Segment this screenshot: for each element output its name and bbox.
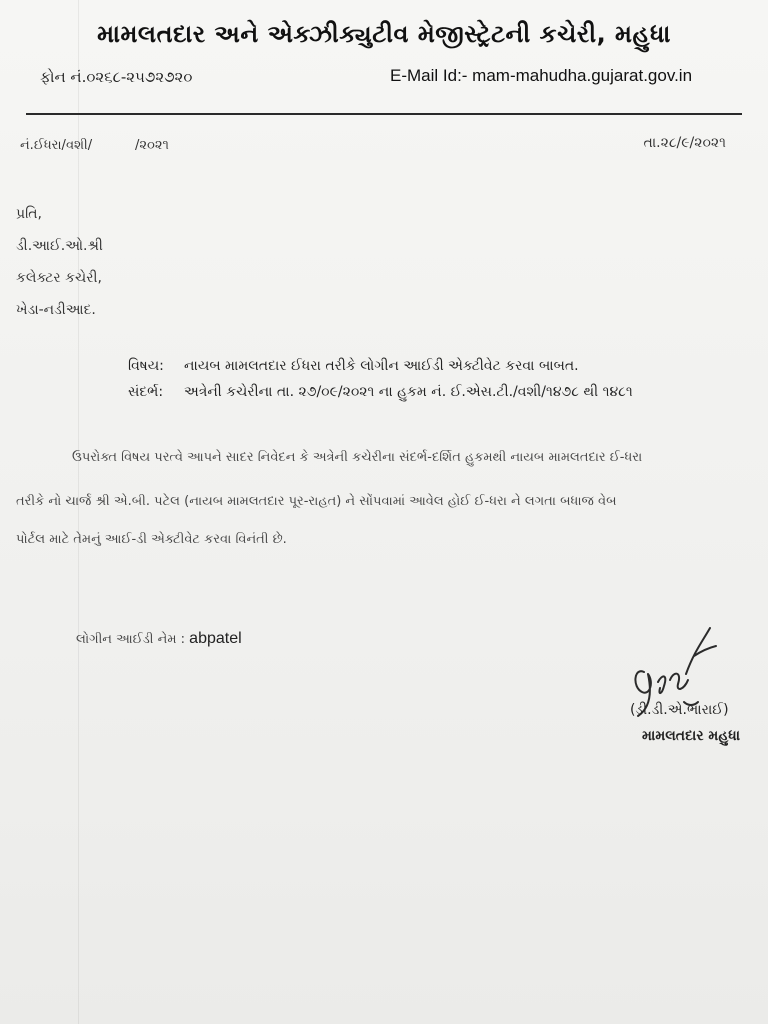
reference-label: સંદર્ભ: bbox=[128, 384, 164, 400]
address-line: ખેડા-નડીઆદ. bbox=[16, 302, 96, 318]
header-divider bbox=[26, 113, 742, 115]
reference-line bbox=[128, 384, 633, 400]
login-id-label: લોગીન આઈડી નેમ : bbox=[76, 632, 190, 647]
body-line: ઉપરોક્ત વિષય પરત્વે આપને સાદર નિવેદન કે અત્રેની કચેરીના સંદર્ભ-દર્શિત હુકમથી નાયબ મામલતદાર ઈ-ધરા bbox=[72, 450, 643, 465]
address-line: પ્રતિ, bbox=[16, 206, 42, 222]
reference-year: /૨૦૨૧ bbox=[135, 138, 169, 153]
address-line: કલેક્ટર કચેરી, bbox=[16, 270, 102, 286]
login-id-line bbox=[76, 630, 242, 648]
reference-text: અત્રેની કચેરીના તા. ૨૭/૦૯/૨૦૨૧ ના હુકમ નં. ઈ.એસ.ટી./વશી/૧૪૭૮ થી ૧૪૮૧ bbox=[184, 384, 633, 400]
office-email: E-Mail Id:- mam-mahudha.gujarat.gov.in bbox=[390, 66, 693, 85]
body-line: તરીકે નો ચાર્જ શ્રી એ.બી. પટેલ (નાયબ મામલતદાર પૂર-રાહત) ને સોંપવામાં આવેલ હોઈ ઈ-ધરા ને લગતા બધાજ વેબ bbox=[16, 494, 617, 509]
subject-text: નાયબ મામલતદાર ઈધરા તરીકે લોગીન આઈડી એક્ટીવેટ કરવા બાબત. bbox=[184, 358, 579, 374]
subject-label: વિષય: bbox=[128, 358, 164, 374]
signatory-title: મામલતદાર મહુધા bbox=[642, 728, 741, 744]
subject-line bbox=[128, 358, 579, 374]
office-phone: ફોન નં.૦૨૬૮-૨૫૭૨૭૨૦ bbox=[40, 68, 193, 86]
office-title: મામલતદાર અને એક્ઝીક્યુટીવ મેજીસ્ટ્રેટની કચેરી, મહુધા bbox=[97, 20, 671, 48]
signatory-name: (ડી.ડી.એ.ભારાઈ) bbox=[630, 702, 729, 718]
letter-date: તા.૨૮/૯/૨૦૨૧ bbox=[643, 135, 726, 151]
login-id-value: abpatel bbox=[189, 630, 242, 647]
body-line: પોર્ટલ માટે તેમનું આઈ-ડી એક્ટીવેટ કરવા વિનંતી છે. bbox=[16, 532, 287, 547]
page-fold-line bbox=[78, 0, 79, 1024]
reference-number: નં.ઈધરા/વશી/ bbox=[20, 138, 93, 153]
address-line: ડી.આઈ.ઓ.શ્રી bbox=[16, 238, 103, 254]
